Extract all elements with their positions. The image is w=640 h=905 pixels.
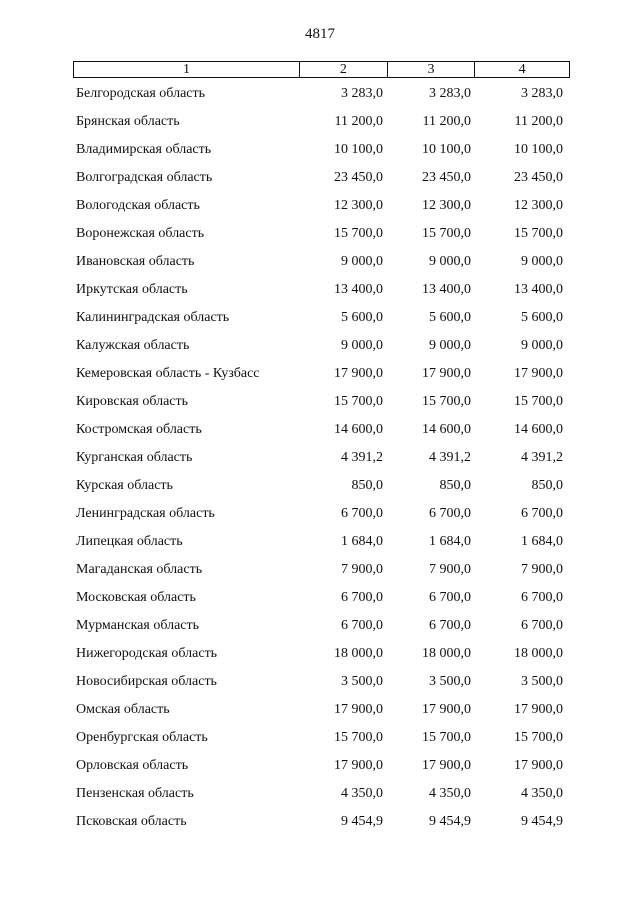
table-row xyxy=(73,248,570,276)
value-cell-col3: 9 000,0 xyxy=(429,254,471,269)
table-row xyxy=(73,696,570,724)
table-row xyxy=(73,668,570,696)
value-cell-col2: 17 900,0 xyxy=(334,702,383,717)
table-row xyxy=(73,640,570,668)
value-cell-col4: 14 600,0 xyxy=(514,422,563,437)
value-cell-col3: 6 700,0 xyxy=(429,618,471,633)
value-cell-col4: 17 900,0 xyxy=(514,366,563,381)
value-cell-col3: 23 450,0 xyxy=(422,170,471,185)
value-cell-col3: 18 000,0 xyxy=(422,646,471,661)
table-row xyxy=(73,276,570,304)
value-cell-col2: 10 100,0 xyxy=(334,142,383,157)
table-row xyxy=(73,500,570,528)
table-header xyxy=(73,61,570,78)
value-cell-col3: 17 900,0 xyxy=(422,702,471,717)
value-cell-col4: 23 450,0 xyxy=(514,170,563,185)
table-row xyxy=(73,612,570,640)
value-cell-col2: 6 700,0 xyxy=(341,618,383,633)
value-cell-col4: 850,0 xyxy=(531,478,563,493)
value-cell-col4: 5 600,0 xyxy=(521,310,563,325)
table-row xyxy=(73,528,570,556)
table-row xyxy=(73,556,570,584)
table-body xyxy=(73,80,570,836)
value-cell-col3: 15 700,0 xyxy=(422,394,471,409)
table-row xyxy=(73,584,570,612)
table-row xyxy=(73,808,570,836)
value-cell-col3: 3 500,0 xyxy=(429,674,471,689)
table-row xyxy=(73,444,570,472)
value-cell-col2: 1 684,0 xyxy=(341,534,383,549)
value-cell-col3: 9 454,9 xyxy=(429,814,471,829)
region-name-cell: Нижегородская область xyxy=(76,646,218,661)
value-cell-col2: 3 283,0 xyxy=(341,86,383,101)
table-row xyxy=(73,332,570,360)
region-name-cell: Оренбургская область xyxy=(76,730,208,745)
region-name-cell: Псковская область xyxy=(76,814,187,829)
table-row xyxy=(73,388,570,416)
region-name-cell: Курская область xyxy=(76,478,173,493)
value-cell-col4: 11 200,0 xyxy=(514,114,563,129)
column-header-4: 4 xyxy=(474,62,569,77)
region-name-cell: Калужская область xyxy=(76,338,190,353)
value-cell-col2: 6 700,0 xyxy=(341,506,383,521)
region-name-cell: Курганская область xyxy=(76,450,193,465)
region-name-cell: Пензенская область xyxy=(76,786,194,801)
value-cell-col2: 6 700,0 xyxy=(341,590,383,605)
region-name-cell: Ивановская область xyxy=(76,254,195,269)
value-cell-col4: 7 900,0 xyxy=(521,562,563,577)
value-cell-col2: 9 000,0 xyxy=(341,254,383,269)
value-cell-col4: 15 700,0 xyxy=(514,394,563,409)
value-cell-col3: 1 684,0 xyxy=(429,534,471,549)
region-name-cell: Калининградская область xyxy=(76,310,230,325)
value-cell-col3: 9 000,0 xyxy=(429,338,471,353)
table-row xyxy=(73,80,570,108)
value-cell-col2: 4 350,0 xyxy=(341,786,383,801)
value-cell-col2: 12 300,0 xyxy=(334,198,383,213)
column-header-3: 3 xyxy=(387,62,475,77)
value-cell-col3: 7 900,0 xyxy=(429,562,471,577)
table-row xyxy=(73,472,570,500)
value-cell-col3: 13 400,0 xyxy=(422,282,471,297)
value-cell-col3: 6 700,0 xyxy=(429,590,471,605)
column-header-2: 2 xyxy=(299,62,387,77)
value-cell-col2: 17 900,0 xyxy=(334,758,383,773)
value-cell-col4: 6 700,0 xyxy=(521,590,563,605)
value-cell-col2: 18 000,0 xyxy=(334,646,383,661)
column-header-1: 1 xyxy=(183,61,191,77)
region-name-cell: Воронежская область xyxy=(76,226,205,241)
value-cell-col4: 17 900,0 xyxy=(514,758,563,773)
value-cell-col4: 1 684,0 xyxy=(521,534,563,549)
value-cell-col4: 15 700,0 xyxy=(514,226,563,241)
value-cell-col4: 9 454,9 xyxy=(521,814,563,829)
value-cell-col4: 6 700,0 xyxy=(521,506,563,521)
region-name-cell: Белгородская область xyxy=(76,86,206,101)
value-cell-col3: 5 600,0 xyxy=(429,310,471,325)
region-name-cell: Орловская область xyxy=(76,758,189,773)
value-cell-col2: 13 400,0 xyxy=(334,282,383,297)
table-row xyxy=(73,136,570,164)
value-cell-col4: 9 000,0 xyxy=(521,338,563,353)
page-number: 4817 xyxy=(305,26,335,42)
value-cell-col2: 14 600,0 xyxy=(334,422,383,437)
value-cell-col3: 3 283,0 xyxy=(429,86,471,101)
region-name-cell: Костромская область xyxy=(76,422,202,437)
value-cell-col2: 15 700,0 xyxy=(334,730,383,745)
table-row xyxy=(73,724,570,752)
table-row xyxy=(73,780,570,808)
region-name-cell: Владимирская область xyxy=(76,142,212,157)
value-cell-col3: 11 200,0 xyxy=(422,114,471,129)
region-name-cell: Липецкая область xyxy=(76,534,183,549)
value-cell-col3: 17 900,0 xyxy=(422,758,471,773)
region-name-cell: Иркутская область xyxy=(76,282,188,297)
region-name-cell: Мурманская область xyxy=(76,618,200,633)
value-cell-col3: 4 391,2 xyxy=(429,450,471,465)
value-cell-col2: 4 391,2 xyxy=(341,450,383,465)
value-cell-col4: 3 500,0 xyxy=(521,674,563,689)
value-cell-col4: 15 700,0 xyxy=(514,730,563,745)
value-cell-col4: 10 100,0 xyxy=(514,142,563,157)
region-name-cell: Кемеровская область - Кузбасс xyxy=(76,366,260,381)
region-name-cell: Волгоградская область xyxy=(76,170,213,185)
value-cell-col3: 850,0 xyxy=(439,478,471,493)
value-cell-col4: 17 900,0 xyxy=(514,702,563,717)
region-name-cell: Новосибирская область xyxy=(76,674,217,689)
region-name-cell: Брянская область xyxy=(76,114,180,129)
value-cell-col4: 4 350,0 xyxy=(521,786,563,801)
table-row xyxy=(73,304,570,332)
value-cell-col3: 15 700,0 xyxy=(422,226,471,241)
table-row xyxy=(73,360,570,388)
value-cell-col4: 12 300,0 xyxy=(514,198,563,213)
value-cell-col4: 13 400,0 xyxy=(514,282,563,297)
table-row xyxy=(73,192,570,220)
table-row xyxy=(73,220,570,248)
value-cell-col4: 3 283,0 xyxy=(521,86,563,101)
value-cell-col2: 23 450,0 xyxy=(334,170,383,185)
value-cell-col2: 7 900,0 xyxy=(341,562,383,577)
table-row xyxy=(73,164,570,192)
value-cell-col3: 10 100,0 xyxy=(422,142,471,157)
table-row xyxy=(73,416,570,444)
table-row xyxy=(73,108,570,136)
value-cell-col3: 17 900,0 xyxy=(422,366,471,381)
value-cell-col3: 15 700,0 xyxy=(422,730,471,745)
value-cell-col4: 4 391,2 xyxy=(521,450,563,465)
value-cell-col2: 15 700,0 xyxy=(334,394,383,409)
value-cell-col2: 850,0 xyxy=(351,478,383,493)
value-cell-col2: 17 900,0 xyxy=(334,366,383,381)
value-cell-col4: 9 000,0 xyxy=(521,254,563,269)
value-cell-col3: 4 350,0 xyxy=(429,786,471,801)
value-cell-col2: 9 454,9 xyxy=(341,814,383,829)
value-cell-col4: 6 700,0 xyxy=(521,618,563,633)
value-cell-col2: 15 700,0 xyxy=(334,226,383,241)
value-cell-col2: 9 000,0 xyxy=(341,338,383,353)
region-name-cell: Московская область xyxy=(76,590,196,605)
region-name-cell: Омская область xyxy=(76,702,170,717)
value-cell-col2: 11 200,0 xyxy=(334,114,383,129)
region-name-cell: Вологодская область xyxy=(76,198,200,213)
value-cell-col2: 5 600,0 xyxy=(341,310,383,325)
region-name-cell: Магаданская область xyxy=(76,562,203,577)
value-cell-col4: 18 000,0 xyxy=(514,646,563,661)
value-cell-col3: 6 700,0 xyxy=(429,506,471,521)
table-row xyxy=(73,752,570,780)
region-name-cell: Кировская область xyxy=(76,394,189,409)
value-cell-col3: 12 300,0 xyxy=(422,198,471,213)
value-cell-col2: 3 500,0 xyxy=(341,674,383,689)
region-name-cell: Ленинградская область xyxy=(76,506,215,521)
value-cell-col3: 14 600,0 xyxy=(422,422,471,437)
